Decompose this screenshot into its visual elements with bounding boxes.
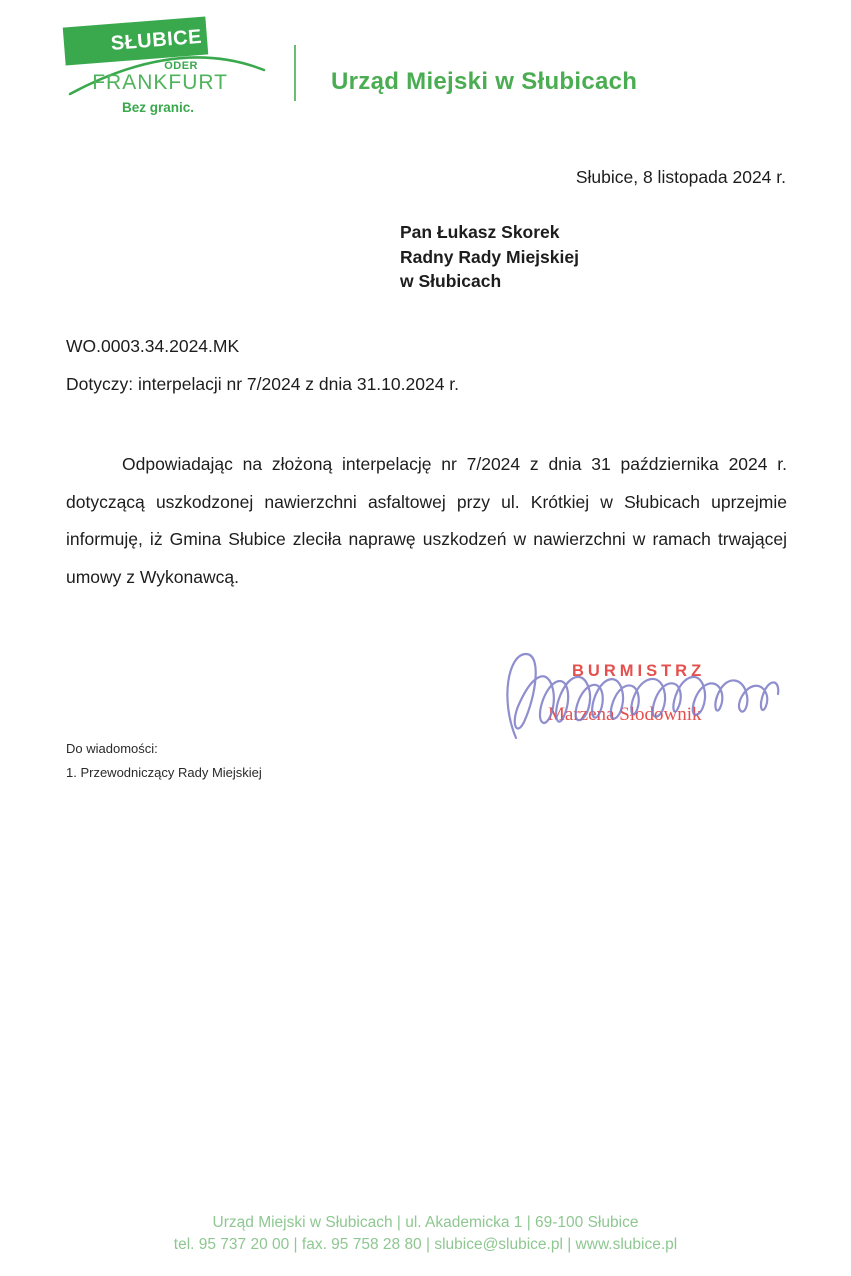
handwritten-signature [500,638,790,758]
mayor-stamp-title: BURMISTRZ [572,662,706,680]
recipient-block [400,220,579,294]
logo-oder-label: ODER [164,60,198,72]
subject-line: Dotyczy: interpelacji nr 7/2024 z dnia 31.10.2024 r. [66,374,460,394]
recipient-role: Radny Rady Miejskiej [400,246,579,267]
city-logo [58,14,273,122]
cc-item: 1. Przewodniczący Rady Miejskiej [66,765,262,780]
letter-body: Odpowiadając na złożoną interpelację nr 7/2024 z dnia 31 października 2024 r. dotyczącą uszkodzonej nawierzchni asfaltowej przy ul. Krótkiej w Słubicach uprzejmie informuję, iż Gmina Słubice zleciła naprawę uszkodzeń w nawierzchni w ramach trwającej umowy z Wykonawcą. [66,454,787,587]
reference-number: WO.0003.34.2024.MK [66,336,240,356]
header-divider [294,45,296,101]
cc-block [66,741,262,780]
logo-frankfurt-label: FRANKFURT [92,71,228,94]
logo-city-name: SŁUBICE [109,25,203,55]
recipient-name: Pan Łukasz Skorek [400,222,560,242]
page-footer [0,1212,851,1255]
cc-label: Do wiadomości: [66,741,158,756]
logo-tagline: Bez granic. [122,100,195,115]
office-title: Urząd Miejski w Słubicach [331,68,638,95]
recipient-city: w Słubicach [400,271,502,291]
footer-contacts: tel. 95 737 20 00 | fax. 95 758 28 80 | slubice@slubice.pl | www.slubice.pl [173,1235,678,1253]
dateline: Słubice, 8 listopada 2024 r. [575,167,786,187]
mayor-stamp-name: Marzena Słodownik [548,704,702,725]
stamp-signature-area [500,638,790,758]
footer-address: Urząd Miejski w Słubicach | ul. Akademicka 1 | 69-100 Słubice [212,1214,639,1231]
